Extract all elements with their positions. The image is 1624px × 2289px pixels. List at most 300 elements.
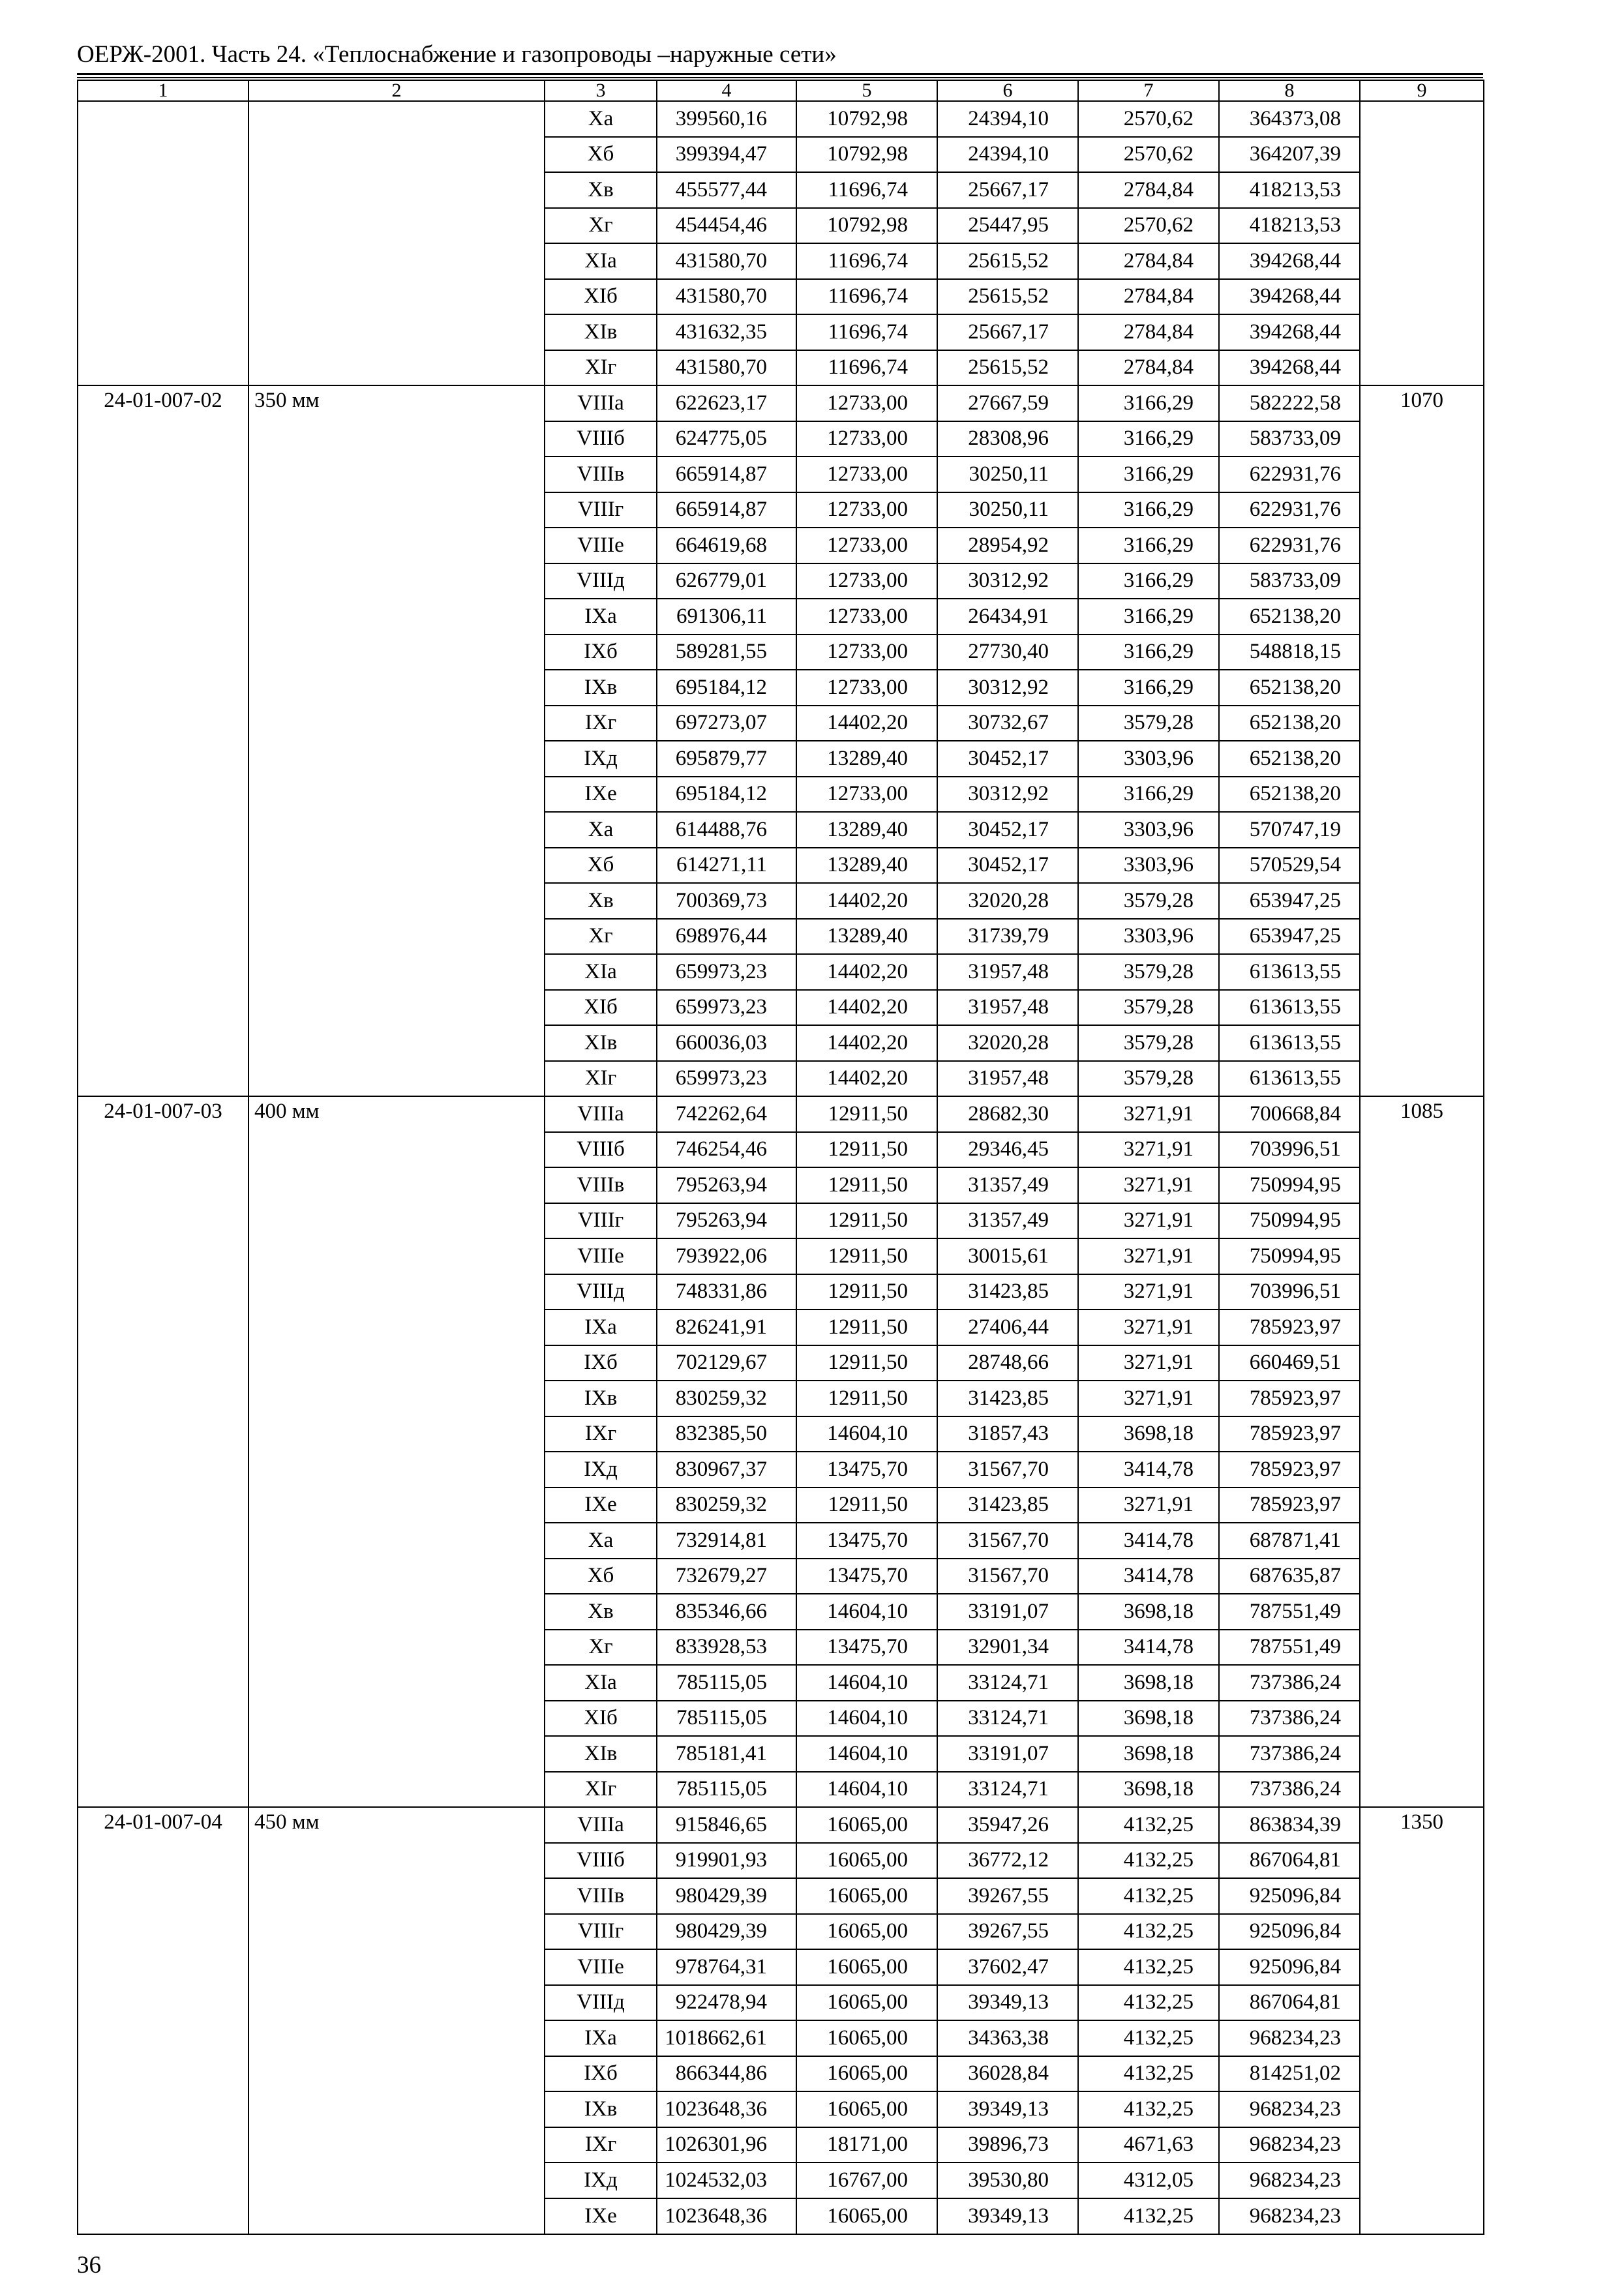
value-cell: 832385,50 bbox=[657, 1416, 796, 1452]
value-cell: 4132,25 bbox=[1078, 1878, 1219, 1914]
value-cell: 31957,48 bbox=[937, 990, 1078, 1026]
value-cell: 925096,84 bbox=[1219, 1949, 1360, 1985]
value-cell: 742262,64 bbox=[657, 1096, 796, 1132]
column-header: 3 bbox=[545, 80, 657, 101]
value-cell: 14604,10 bbox=[796, 1665, 937, 1701]
column-header: 4 bbox=[657, 80, 796, 101]
zone-cell: VIIIб bbox=[545, 1843, 657, 1879]
zone-cell: IXб bbox=[545, 2056, 657, 2092]
value-cell: 785923,97 bbox=[1219, 1416, 1360, 1452]
value-cell: 12911,50 bbox=[796, 1488, 937, 1523]
value-cell: 28748,66 bbox=[937, 1345, 1078, 1381]
value-cell: 613613,55 bbox=[1219, 1061, 1360, 1097]
pipe-diameter: 450 мм bbox=[248, 1807, 545, 2234]
table-row bbox=[78, 1807, 1484, 1843]
value-cell: 12911,50 bbox=[796, 1309, 937, 1345]
value-cell: 700668,84 bbox=[1219, 1096, 1360, 1132]
value-cell: 25667,17 bbox=[937, 172, 1078, 208]
value-cell: 11696,74 bbox=[796, 243, 937, 279]
value-cell: 394268,44 bbox=[1219, 350, 1360, 386]
value-cell: 12911,50 bbox=[796, 1203, 937, 1239]
value-cell: 702129,67 bbox=[657, 1345, 796, 1381]
zone-cell: XIб bbox=[545, 990, 657, 1026]
value-cell: 31857,43 bbox=[937, 1416, 1078, 1452]
zone-cell: IXe bbox=[545, 2198, 657, 2234]
value-cell: 3271,91 bbox=[1078, 1488, 1219, 1523]
value-cell: 2784,84 bbox=[1078, 243, 1219, 279]
zone-cell: XIг bbox=[545, 350, 657, 386]
value-cell: 785923,97 bbox=[1219, 1452, 1360, 1488]
value-cell: 614488,76 bbox=[657, 812, 796, 848]
value-cell: 652138,20 bbox=[1219, 741, 1360, 777]
value-cell: 33191,07 bbox=[937, 1594, 1078, 1630]
value-cell: 695184,12 bbox=[657, 777, 796, 813]
value-cell: 13475,70 bbox=[796, 1452, 937, 1488]
value-cell: 795263,94 bbox=[657, 1167, 796, 1203]
zone-cell: Xa bbox=[545, 812, 657, 848]
value-cell: 399394,47 bbox=[657, 137, 796, 173]
value-cell: 1026301,96 bbox=[657, 2127, 796, 2163]
value-cell: 14604,10 bbox=[796, 1701, 937, 1737]
value-cell: 399560,16 bbox=[657, 101, 796, 137]
value-cell: 2784,84 bbox=[1078, 350, 1219, 386]
value-cell: 12733,00 bbox=[796, 599, 937, 635]
zone-cell: VIIIг bbox=[545, 1203, 657, 1239]
value-cell: 695184,12 bbox=[657, 670, 796, 706]
value-cell: 922478,94 bbox=[657, 1985, 796, 2021]
value-cell: 4671,63 bbox=[1078, 2127, 1219, 2163]
value-cell: 3271,91 bbox=[1078, 1309, 1219, 1345]
value-cell: 12733,00 bbox=[796, 528, 937, 563]
value-cell: 33124,71 bbox=[937, 1701, 1078, 1737]
value-cell: 3579,28 bbox=[1078, 883, 1219, 919]
value-cell: 687635,87 bbox=[1219, 1559, 1360, 1594]
zone-cell: VIIIд bbox=[545, 563, 657, 599]
value-cell: 14402,20 bbox=[796, 990, 937, 1026]
value-cell: 3166,29 bbox=[1078, 670, 1219, 706]
value-cell: 36772,12 bbox=[937, 1843, 1078, 1879]
value-cell: 2784,84 bbox=[1078, 279, 1219, 315]
value-cell: 691306,11 bbox=[657, 599, 796, 635]
value-cell: 4132,25 bbox=[1078, 1807, 1219, 1843]
value-cell: 431580,70 bbox=[657, 350, 796, 386]
column9-value: 1085 bbox=[1360, 1096, 1484, 1807]
value-cell: 548818,15 bbox=[1219, 635, 1360, 670]
value-cell: 14402,20 bbox=[796, 706, 937, 741]
value-cell: 737386,24 bbox=[1219, 1665, 1360, 1701]
value-cell: 737386,24 bbox=[1219, 1701, 1360, 1737]
value-cell: 737386,24 bbox=[1219, 1736, 1360, 1772]
value-cell: 11696,74 bbox=[796, 172, 937, 208]
value-cell: 665914,87 bbox=[657, 492, 796, 528]
table-row bbox=[78, 1096, 1484, 1132]
value-cell: 39896,73 bbox=[937, 2127, 1078, 2163]
value-cell: 980429,39 bbox=[657, 1878, 796, 1914]
value-cell: 3166,29 bbox=[1078, 635, 1219, 670]
value-cell: 3166,29 bbox=[1078, 599, 1219, 635]
zone-cell: XIв bbox=[545, 314, 657, 350]
value-cell: 16065,00 bbox=[796, 2198, 937, 2234]
value-cell: 614271,11 bbox=[657, 848, 796, 884]
zone-cell: IXг bbox=[545, 2127, 657, 2163]
value-cell: 2570,62 bbox=[1078, 137, 1219, 173]
value-cell: 12911,50 bbox=[796, 1096, 937, 1132]
value-cell: 12733,00 bbox=[796, 385, 937, 421]
value-cell: 659973,23 bbox=[657, 1061, 796, 1097]
value-cell: 2570,62 bbox=[1078, 101, 1219, 137]
value-cell: 13289,40 bbox=[796, 812, 937, 848]
value-cell: 750994,95 bbox=[1219, 1167, 1360, 1203]
value-cell: 14604,10 bbox=[796, 1736, 937, 1772]
value-cell: 16065,00 bbox=[796, 1949, 937, 1985]
value-cell: 2784,84 bbox=[1078, 172, 1219, 208]
value-cell: 25447,95 bbox=[937, 208, 1078, 244]
value-cell: 622931,76 bbox=[1219, 528, 1360, 563]
value-cell: 31423,85 bbox=[937, 1381, 1078, 1416]
value-cell: 826241,91 bbox=[657, 1309, 796, 1345]
zone-cell: VIIIд bbox=[545, 1985, 657, 2021]
value-cell: 978764,31 bbox=[657, 1949, 796, 1985]
value-cell: 35947,26 bbox=[937, 1807, 1078, 1843]
value-cell: 3414,78 bbox=[1078, 1523, 1219, 1559]
value-cell: 980429,39 bbox=[657, 1914, 796, 1950]
value-cell: 652138,20 bbox=[1219, 670, 1360, 706]
value-cell: 31567,70 bbox=[937, 1559, 1078, 1594]
value-cell: 3698,18 bbox=[1078, 1594, 1219, 1630]
value-cell: 28682,30 bbox=[937, 1096, 1078, 1132]
value-cell: 14402,20 bbox=[796, 883, 937, 919]
value-cell: 10792,98 bbox=[796, 137, 937, 173]
value-cell: 3698,18 bbox=[1078, 1736, 1219, 1772]
zone-cell: XIб bbox=[545, 1701, 657, 1737]
value-cell: 830259,32 bbox=[657, 1381, 796, 1416]
value-cell: 583733,09 bbox=[1219, 563, 1360, 599]
column-header: 6 bbox=[937, 80, 1078, 101]
value-cell: 31957,48 bbox=[937, 954, 1078, 990]
zone-cell: Xб bbox=[545, 1559, 657, 1594]
zone-cell: Xб bbox=[545, 137, 657, 173]
value-cell: 3166,29 bbox=[1078, 385, 1219, 421]
zone-cell: IXб bbox=[545, 1345, 657, 1381]
value-cell: 13289,40 bbox=[796, 848, 937, 884]
value-cell: 33124,71 bbox=[937, 1772, 1078, 1808]
value-cell: 10792,98 bbox=[796, 101, 937, 137]
value-cell: 3166,29 bbox=[1078, 456, 1219, 492]
value-cell: 622623,17 bbox=[657, 385, 796, 421]
zone-cell: XIa bbox=[545, 954, 657, 990]
zone-cell: VIIIб bbox=[545, 1132, 657, 1168]
value-cell: 31739,79 bbox=[937, 919, 1078, 955]
value-cell: 11696,74 bbox=[796, 279, 937, 315]
zone-cell: IXв bbox=[545, 2091, 657, 2127]
zone-cell: Xa bbox=[545, 101, 657, 137]
value-cell: 30452,17 bbox=[937, 741, 1078, 777]
value-cell: 793922,06 bbox=[657, 1238, 796, 1274]
value-cell: 787551,49 bbox=[1219, 1630, 1360, 1666]
value-cell: 30452,17 bbox=[937, 848, 1078, 884]
value-cell: 833928,53 bbox=[657, 1630, 796, 1666]
value-cell: 31357,49 bbox=[937, 1203, 1078, 1239]
value-cell: 2784,84 bbox=[1078, 314, 1219, 350]
value-cell: 4132,25 bbox=[1078, 1914, 1219, 1950]
value-cell: 12733,00 bbox=[796, 492, 937, 528]
value-cell: 3579,28 bbox=[1078, 706, 1219, 741]
table-row bbox=[78, 101, 1484, 137]
zone-cell: Xб bbox=[545, 848, 657, 884]
value-cell: 3166,29 bbox=[1078, 528, 1219, 563]
value-cell: 31567,70 bbox=[937, 1523, 1078, 1559]
value-cell: 455577,44 bbox=[657, 172, 796, 208]
value-cell: 653947,25 bbox=[1219, 919, 1360, 955]
pipe-diameter: 400 мм bbox=[248, 1096, 545, 1807]
value-cell: 3579,28 bbox=[1078, 954, 1219, 990]
value-cell: 12911,50 bbox=[796, 1274, 937, 1310]
zone-cell: Xa bbox=[545, 1523, 657, 1559]
pipe-diameter: 350 мм bbox=[248, 385, 545, 1096]
value-cell: 925096,84 bbox=[1219, 1878, 1360, 1914]
column9-value bbox=[1360, 101, 1484, 385]
value-cell: 4132,25 bbox=[1078, 1985, 1219, 2021]
value-cell: 12733,00 bbox=[796, 421, 937, 457]
zone-cell: IXe bbox=[545, 1488, 657, 1523]
value-cell: 3579,28 bbox=[1078, 1061, 1219, 1097]
value-cell: 30312,92 bbox=[937, 670, 1078, 706]
value-cell: 25615,52 bbox=[937, 243, 1078, 279]
zone-cell: Xг bbox=[545, 919, 657, 955]
price-table bbox=[77, 80, 1484, 2235]
zone-cell: XIв bbox=[545, 1025, 657, 1061]
zone-cell: IXг bbox=[545, 706, 657, 741]
value-cell: 14402,20 bbox=[796, 954, 937, 990]
value-cell: 652138,20 bbox=[1219, 599, 1360, 635]
value-cell: 3271,91 bbox=[1078, 1096, 1219, 1132]
column-header: 8 bbox=[1219, 80, 1360, 101]
value-cell: 27406,44 bbox=[937, 1309, 1078, 1345]
value-cell: 652138,20 bbox=[1219, 777, 1360, 813]
pipe-diameter bbox=[248, 101, 545, 385]
zone-cell: IXд bbox=[545, 741, 657, 777]
zone-cell: XIв bbox=[545, 1736, 657, 1772]
zone-cell: XIг bbox=[545, 1061, 657, 1097]
item-code: 24-01-007-03 bbox=[78, 1096, 248, 1807]
value-cell: 30452,17 bbox=[937, 812, 1078, 848]
column9-value: 1070 bbox=[1360, 385, 1484, 1096]
value-cell: 30250,11 bbox=[937, 492, 1078, 528]
value-cell: 622931,76 bbox=[1219, 456, 1360, 492]
header-rule bbox=[77, 73, 1483, 75]
column-header: 2 bbox=[248, 80, 545, 101]
value-cell: 968234,23 bbox=[1219, 2020, 1360, 2056]
zone-cell: VIIIд bbox=[545, 1274, 657, 1310]
value-cell: 695879,77 bbox=[657, 741, 796, 777]
value-cell: 867064,81 bbox=[1219, 1843, 1360, 1879]
value-cell: 830259,32 bbox=[657, 1488, 796, 1523]
value-cell: 16065,00 bbox=[796, 1878, 937, 1914]
value-cell: 30732,67 bbox=[937, 706, 1078, 741]
value-cell: 394268,44 bbox=[1219, 279, 1360, 315]
zone-cell: VIIIг bbox=[545, 492, 657, 528]
zone-cell: XIг bbox=[545, 1772, 657, 1808]
value-cell: 968234,23 bbox=[1219, 2162, 1360, 2198]
table-row bbox=[78, 385, 1484, 421]
zone-cell: VIIIe bbox=[545, 1949, 657, 1985]
value-cell: 16065,00 bbox=[796, 2056, 937, 2092]
value-cell: 30250,11 bbox=[937, 456, 1078, 492]
value-cell: 32020,28 bbox=[937, 883, 1078, 919]
value-cell: 732914,81 bbox=[657, 1523, 796, 1559]
value-cell: 418213,53 bbox=[1219, 172, 1360, 208]
value-cell: 12911,50 bbox=[796, 1345, 937, 1381]
value-cell: 3414,78 bbox=[1078, 1559, 1219, 1594]
value-cell: 785923,97 bbox=[1219, 1381, 1360, 1416]
value-cell: 652138,20 bbox=[1219, 706, 1360, 741]
value-cell: 622931,76 bbox=[1219, 492, 1360, 528]
column-header: 7 bbox=[1078, 80, 1219, 101]
value-cell: 925096,84 bbox=[1219, 1914, 1360, 1950]
value-cell: 14402,20 bbox=[796, 1025, 937, 1061]
value-cell: 570529,54 bbox=[1219, 848, 1360, 884]
value-cell: 431580,70 bbox=[657, 243, 796, 279]
value-cell: 27667,59 bbox=[937, 385, 1078, 421]
value-cell: 31957,48 bbox=[937, 1061, 1078, 1097]
value-cell: 24394,10 bbox=[937, 137, 1078, 173]
value-cell: 39267,55 bbox=[937, 1914, 1078, 1950]
value-cell: 12911,50 bbox=[796, 1381, 937, 1416]
value-cell: 39349,13 bbox=[937, 2091, 1078, 2127]
value-cell: 28308,96 bbox=[937, 421, 1078, 457]
page-number: 36 bbox=[77, 2252, 101, 2279]
value-cell: 1024532,03 bbox=[657, 2162, 796, 2198]
value-cell: 431580,70 bbox=[657, 279, 796, 315]
value-cell: 613613,55 bbox=[1219, 990, 1360, 1026]
zone-cell: VIIIв bbox=[545, 456, 657, 492]
value-cell: 583733,09 bbox=[1219, 421, 1360, 457]
value-cell: 785923,97 bbox=[1219, 1309, 1360, 1345]
value-cell: 795263,94 bbox=[657, 1203, 796, 1239]
value-cell: 394268,44 bbox=[1219, 243, 1360, 279]
value-cell: 785115,05 bbox=[657, 1701, 796, 1737]
value-cell: 30312,92 bbox=[937, 563, 1078, 599]
value-cell: 664619,68 bbox=[657, 528, 796, 563]
value-cell: 31357,49 bbox=[937, 1167, 1078, 1203]
value-cell: 866344,86 bbox=[657, 2056, 796, 2092]
value-cell: 13475,70 bbox=[796, 1523, 937, 1559]
value-cell: 2570,62 bbox=[1078, 208, 1219, 244]
column-header: 1 bbox=[78, 80, 248, 101]
value-cell: 394268,44 bbox=[1219, 314, 1360, 350]
value-cell: 3414,78 bbox=[1078, 1630, 1219, 1666]
column-header-row bbox=[78, 80, 1484, 101]
value-cell: 659973,23 bbox=[657, 954, 796, 990]
value-cell: 3271,91 bbox=[1078, 1167, 1219, 1203]
value-cell: 703996,51 bbox=[1219, 1274, 1360, 1310]
value-cell: 589281,55 bbox=[657, 635, 796, 670]
value-cell: 31423,85 bbox=[937, 1274, 1078, 1310]
zone-cell: IXд bbox=[545, 1452, 657, 1488]
value-cell: 24394,10 bbox=[937, 101, 1078, 137]
value-cell: 3698,18 bbox=[1078, 1701, 1219, 1737]
value-cell: 613613,55 bbox=[1219, 954, 1360, 990]
value-cell: 13475,70 bbox=[796, 1559, 937, 1594]
table-body bbox=[78, 80, 1484, 2234]
value-cell: 4312,05 bbox=[1078, 2162, 1219, 2198]
item-code: 24-01-007-02 bbox=[78, 385, 248, 1096]
value-cell: 915846,65 bbox=[657, 1807, 796, 1843]
value-cell: 12733,00 bbox=[796, 635, 937, 670]
value-cell: 32020,28 bbox=[937, 1025, 1078, 1061]
zone-cell: VIIIe bbox=[545, 528, 657, 563]
zone-cell: VIIIв bbox=[545, 1167, 657, 1203]
value-cell: 12911,50 bbox=[796, 1238, 937, 1274]
value-cell: 835346,66 bbox=[657, 1594, 796, 1630]
value-cell: 3303,96 bbox=[1078, 848, 1219, 884]
zone-cell: VIIIa bbox=[545, 385, 657, 421]
value-cell: 11696,74 bbox=[796, 350, 937, 386]
column-header: 5 bbox=[796, 80, 937, 101]
zone-cell: XIб bbox=[545, 279, 657, 315]
value-cell: 25667,17 bbox=[937, 314, 1078, 350]
value-cell: 4132,25 bbox=[1078, 2091, 1219, 2127]
column-header: 9 bbox=[1360, 80, 1484, 101]
value-cell: 34363,38 bbox=[937, 2020, 1078, 2056]
value-cell: 30015,61 bbox=[937, 1238, 1078, 1274]
value-cell: 660469,51 bbox=[1219, 1345, 1360, 1381]
value-cell: 39349,13 bbox=[937, 2198, 1078, 2234]
value-cell: 431632,35 bbox=[657, 314, 796, 350]
value-cell: 785181,41 bbox=[657, 1736, 796, 1772]
value-cell: 3303,96 bbox=[1078, 919, 1219, 955]
value-cell: 785923,97 bbox=[1219, 1488, 1360, 1523]
value-cell: 919901,93 bbox=[657, 1843, 796, 1879]
value-cell: 14402,20 bbox=[796, 1061, 937, 1097]
value-cell: 3271,91 bbox=[1078, 1238, 1219, 1274]
value-cell: 39267,55 bbox=[937, 1878, 1078, 1914]
value-cell: 39530,80 bbox=[937, 2162, 1078, 2198]
zone-cell: VIIIa bbox=[545, 1096, 657, 1132]
value-cell: 33124,71 bbox=[937, 1665, 1078, 1701]
value-cell: 12733,00 bbox=[796, 670, 937, 706]
zone-cell: XIa bbox=[545, 1665, 657, 1701]
value-cell: 3166,29 bbox=[1078, 563, 1219, 599]
value-cell: 16065,00 bbox=[796, 2020, 937, 2056]
value-cell: 14604,10 bbox=[796, 1594, 937, 1630]
value-cell: 31423,85 bbox=[937, 1488, 1078, 1523]
value-cell: 785115,05 bbox=[657, 1772, 796, 1808]
item-code: 24-01-007-04 bbox=[78, 1807, 248, 2234]
value-cell: 746254,46 bbox=[657, 1132, 796, 1168]
value-cell: 968234,23 bbox=[1219, 2127, 1360, 2163]
value-cell: 3579,28 bbox=[1078, 1025, 1219, 1061]
value-cell: 3271,91 bbox=[1078, 1203, 1219, 1239]
value-cell: 737386,24 bbox=[1219, 1772, 1360, 1808]
zone-cell: XIa bbox=[545, 243, 657, 279]
value-cell: 1023648,36 bbox=[657, 2198, 796, 2234]
zone-cell: IXa bbox=[545, 1309, 657, 1345]
value-cell: 4132,25 bbox=[1078, 2056, 1219, 2092]
value-cell: 13289,40 bbox=[796, 741, 937, 777]
value-cell: 13475,70 bbox=[796, 1630, 937, 1666]
zone-cell: Xв bbox=[545, 172, 657, 208]
value-cell: 33191,07 bbox=[937, 1736, 1078, 1772]
zone-cell: VIIIa bbox=[545, 1807, 657, 1843]
value-cell: 750994,95 bbox=[1219, 1238, 1360, 1274]
value-cell: 3303,96 bbox=[1078, 812, 1219, 848]
value-cell: 16065,00 bbox=[796, 1843, 937, 1879]
value-cell: 28954,92 bbox=[937, 528, 1078, 563]
value-cell: 653947,25 bbox=[1219, 883, 1360, 919]
value-cell: 12733,00 bbox=[796, 563, 937, 599]
value-cell: 1023648,36 bbox=[657, 2091, 796, 2127]
